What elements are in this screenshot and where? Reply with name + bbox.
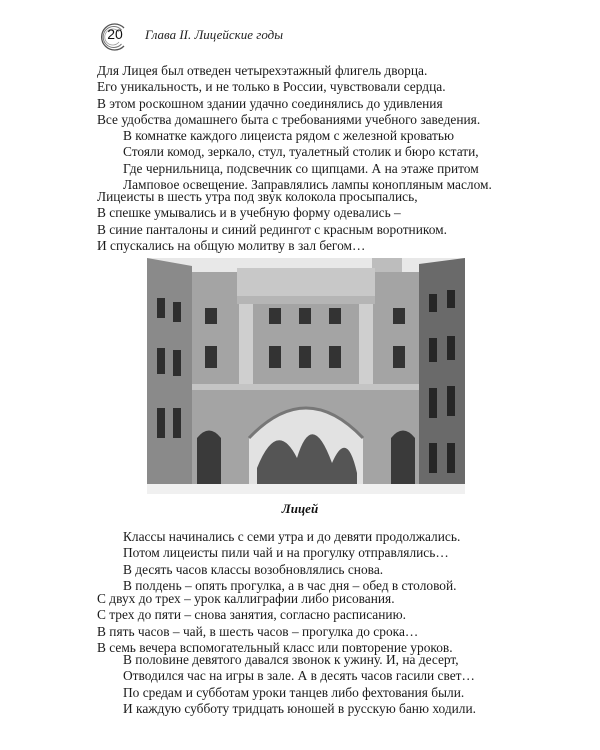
verse-line: Лицеисты в шесть утра под звук колокола просыпались, (97, 189, 418, 204)
verse-line: В половине девятого давался звонок к ужину. И, на десерт, (123, 652, 459, 667)
stanza-1 (97, 63, 517, 129)
verse-line: Стояли комод, зеркало, стул, туалетный столик и бюро кстати, (123, 144, 479, 160)
verse-line: С трех до пяти – снова занятия, согласно расписанию. (97, 607, 406, 623)
verse-line: В пять часов – чай, в шесть часов – прогулка до срока… (97, 623, 419, 639)
verse-line: В этом роскошном здании удачно соединялись до удивления (97, 95, 443, 111)
verse-line: По средам и субботам уроки танцев либо фехтования были. (123, 684, 465, 700)
verse-line: Ламповое освещение. Заправлялись лампы конопляным маслом. (123, 177, 492, 193)
verse-line: И каждую субботу тридцать юношей в русскую баню ходили. (123, 701, 476, 717)
stanza-6 (97, 652, 517, 718)
verse-line: С двух до трех – урок каллиграфии либо рисования. (97, 591, 395, 606)
page-number-badge (98, 22, 128, 52)
verse-line: Классы начинались с семи утра и до девяти продолжались. (123, 529, 461, 544)
verse-line: И спускались на общую молитву в зал бегом… (97, 238, 366, 254)
stanza-2 (97, 128, 517, 194)
figure-caption: Лицей (281, 501, 319, 516)
running-title: Глава II. Лицейские годы (145, 27, 284, 42)
verse-line: В спешке умывались и в учебную форму одевались – (97, 205, 401, 221)
stanza-3 (97, 189, 517, 255)
verse-line: В комнатке каждого лицеиста рядом с железной кроватью (123, 128, 454, 143)
verse-line: В семь вечера вспомогательный класс или повторение уроков. (97, 640, 453, 656)
verse-line: Для Лицея был отведен четырехэтажный флигель дворца. (97, 63, 428, 78)
verse-line: Потом лицеисты пили чай и на прогулку отправлялись… (123, 545, 449, 561)
verse-line: В полдень – опять прогулка, а в час дня – обед в столовой. (123, 578, 457, 594)
stanza-4 (97, 529, 517, 595)
verse-line: Все удобства домашнего быта с требованиями учебного заведения. (97, 112, 481, 128)
verse-line: В десять часов классы возобновлялись снова. (123, 561, 384, 577)
stanza-5 (97, 591, 517, 657)
lyceum-photo (147, 258, 465, 494)
verse-line: Отводился час на игры в зале. А в десять часов гасили свет… (123, 668, 475, 684)
verse-line: Его уникальность, и не только в России, чувствовали сердца. (97, 79, 446, 95)
page-number: 20 (107, 26, 123, 42)
verse-line: Где чернильница, подсвечник со щипцами. А на этаже притом (123, 160, 479, 176)
verse-line: В синие панталоны и синий редингот с красным воротником. (97, 221, 447, 237)
